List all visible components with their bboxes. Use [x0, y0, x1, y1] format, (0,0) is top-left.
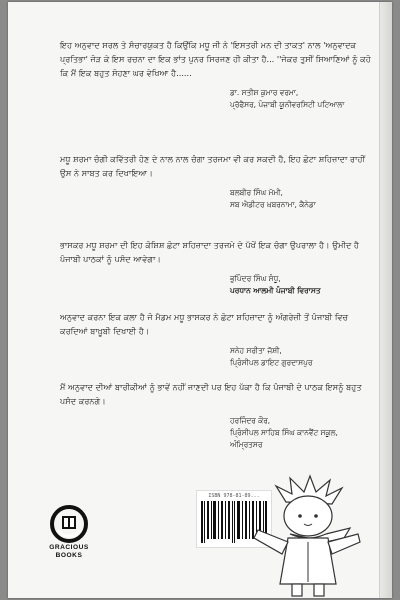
publisher-name-line1: GRACIOUS [49, 544, 89, 551]
review-3-author: ਭੁਪਿੰਦਰ ਸਿੰਘ ਸੰਧੂ, [230, 274, 281, 283]
review-4-text: ਅਨੁਵਾਦ ਕਰਨਾ ਇਕ ਕਲਾ ਹੈ ਜੋ ਮੈਡਮ ਮਧੂ ਭਾਸਕਰ ਨੇ ਛੋਟਾ ਸ਼ਹਿਜ਼ਾਦਾ ਨੂੰ ਅੰਗਰੇਜ਼ੀ ਤੋਂ ਪੰਜਾਬੀ ਵਿਚ ਕਰਦਿਆਂ ਬਾਖ਼ੂਬੀ ਦਿਖਾਈ ਹੈ। [60, 312, 349, 336]
review-4-affiliation: ਪ੍ਰਿੰਸੀਪਲ ਡਾਇਟ ਗੁਰਦਾਸਪੁਰ [230, 358, 313, 367]
publisher-logo [42, 504, 96, 560]
little-prince-illustration [246, 472, 370, 598]
review-3-affiliation: ਪਰਧਾਨ ਆਲਮੀ ਪੰਜਾਬੀ ਵਿਰਾਸਤ [230, 286, 321, 295]
review-3 [60, 238, 372, 297]
review-4-author: ਸਨੇਹ ਸਰੀਤਾ ਜੋਸ਼ੀ, [230, 346, 282, 355]
review-2-author: ਬਲਬੀਰ ਸਿੰਘ ਮੋਮੀ, [230, 188, 283, 197]
review-1-author: ਡਾ. ਸਤੀਸ਼ ਕੁਮਾਰ ਵਰਮਾ, [230, 88, 299, 97]
publisher-logo-icon [49, 504, 89, 544]
review-1 [60, 38, 372, 111]
review-5 [60, 380, 372, 451]
review-2 [60, 152, 372, 211]
publisher-name-line2: BOOKS [55, 552, 83, 559]
review-2-affiliation: ਸਬ ਐਡੀਟਰ ਖ਼ਬਰਨਾਮਾ, ਕੈਨੇਡਾ [230, 200, 316, 209]
review-1-affiliation: ਪ੍ਰੋਫੈਸਰ, ਪੰਜਾਬੀ ਯੂਨੀਵਰਸਿਟੀ ਪਟਿਆਲਾ [230, 100, 345, 109]
back-cover-page [8, 2, 392, 598]
review-5-affiliation: ਪ੍ਰਿੰਸੀਪਲ ਸਾਹਿਬ ਸਿੰਘ ਕਾਨਵੈਂਟ ਸਕੂਲ, ਅੰਮ੍ਰਿਤਸਰ [230, 428, 338, 449]
review-5-text: ਮੈਂ ਅਨੁਵਾਦ ਦੀਆਂ ਬਾਰੀਕੀਆਂ ਨੂੰ ਭਾਵੇਂ ਨਹੀਂ ਜਾਣਦੀ ਪਰ ਇਹ ਪੱਕਾ ਹੈ ਕਿ ਪੰਜਾਬੀ ਦੇ ਪਾਠਕ ਇਸਨੂੰ ਬਹੁਤ ਪਸੰਦ ਕਰਨਗੇ। [60, 382, 362, 406]
review-3-text: ਭਾਸਕਰ ਮਧੂ ਸ਼ਰਮਾ ਦੀ ਇਹ ਕੋਸ਼ਿਸ਼ ਛੋਟਾ ਸ਼ਹਿਜ਼ਾਦਾ ਤਰਜਮੇ ਦੇ ਪੱਖੋਂ ਇਕ ਚੰਗਾ ਉਪਰਾਲਾ ਹੈ। ਉਮੀਦ ਹੈ ਪੰਜਾਬੀ ਪਾਠਕਾਂ ਨੂੰ ਪਸੰਦ ਆਵੇਗਾ। [60, 240, 360, 264]
isbn-text: ISBN 978-81-89... [208, 493, 260, 499]
book-spine-edge [379, 2, 392, 598]
review-1-text: ਇਹ ਅਨੁਵਾਦ ਸਰਲ ਤੇ ਸੰਚਾਰਯੁਕਤ ਹੈ ਕਿਉਂਕਿ ਮਧੂ ਜੀ ਨੇ 'ਇਸਤਰੀ ਮਨ ਦੀ ਤਾਕਤ' ਨਾਲ 'ਅਨੁਵਾਦਕ ਪ੍ਰਤਿਭਾ' ਜੋੜ ਕੇ ਇਸ ਰਚਨਾ ਦਾ ਇਕ ਭਾਂਤ ਪੁਨਰ ਸਿਰਜਣ ਹੀ ਕੀਤਾ ਹੈ... ''ਜੇਕਰ ਤੁਸੀਂ ਸਿਆਣਿਆਂ ਨੂੰ ਕਹੋ ਕਿ ਮੈਂ ਇਕ ਬਹੁਤ ਸੋਹਣਾ ਘਰ ਵੇਖਿਆ ਹੈ...... [60, 40, 371, 78]
review-4 [60, 310, 372, 369]
review-2-text: ਮਧੂ ਸ਼ਰਮਾ ਚੰਗੀ ਕਵਿੱਤਰੀ ਹੋਣ ਦੇ ਨਾਲ ਨਾਲ ਚੰਗਾ ਤਰਜਮਾ ਵੀ ਕਰ ਸਕਦੀ ਹੈ, ਇਹ ਛੋਟਾ ਸ਼ਹਿਜ਼ਾਦਾ ਰਾਹੀਂ ਉਸ ਨੇ ਸਾਬਤ ਕਰ ਦਿਖਾਇਆ। [60, 154, 365, 178]
review-5-author: ਹਰਜਿੰਦਰ ਕੌਰ, [230, 416, 271, 425]
